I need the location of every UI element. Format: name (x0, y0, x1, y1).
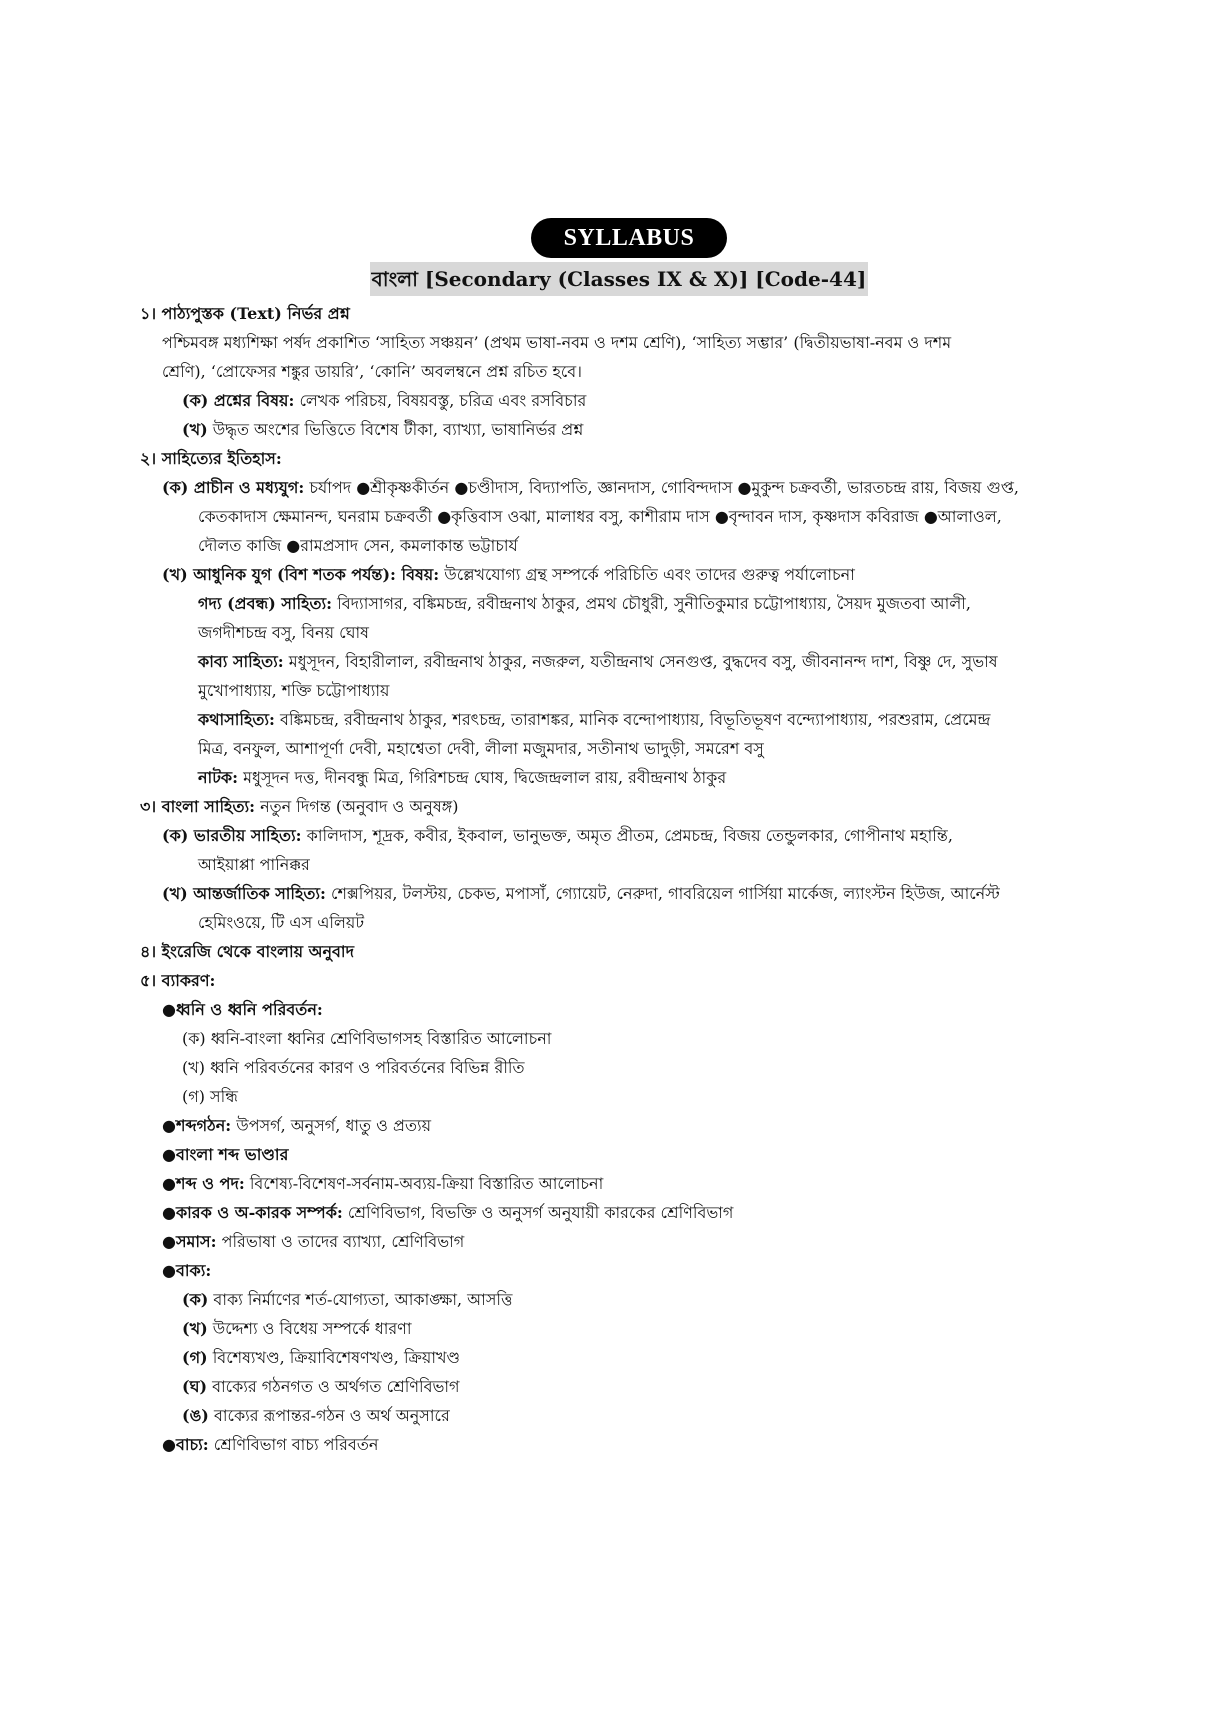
syllabus-line (0, 1285, 1214, 1314)
heading-text: (ক) প্রশ্নের বিষয়: (182, 391, 295, 410)
body-text: উল্লেখযোগ্য গ্রন্থ সম্পর্কে পরিচিতি এবং তাদের গুরুত্ব পর্যালোচনা (439, 565, 855, 584)
body-text: মুখোপাধ্যায়, শক্তি চট্টোপাধ্যায় (198, 681, 390, 700)
heading-text: (খ) আন্তর্জাতিক সাহিত্য: (162, 884, 326, 903)
body-text: আইয়াপ্পা পানিক্কর (198, 855, 310, 874)
syllabus-line (0, 357, 1214, 386)
heading-text: (খ) (182, 1319, 208, 1338)
syllabus-line (0, 850, 1214, 879)
syllabus-line (0, 879, 1214, 908)
heading-text: (ক) ভারতীয় সাহিত্য: (162, 826, 302, 845)
body-text: পশ্চিমবঙ্গ মধ্যশিক্ষা পর্ষদ প্রকাশিত ‘সাহিত্য সঞ্চয়ন’ (প্রথম ভাষা-নবম ও দশম শ্রেণি), ‘সাহিত্য সম্ভার’ (দ্বিতীয়ভাষা-নবম ও দশম (162, 333, 952, 352)
body-text: (খ) ধ্বনি পরিবর্তনের কারণ ও পরিবর্তনের বিভিন্ন রীতি (182, 1058, 525, 1077)
syllabus-line (0, 705, 1214, 734)
syllabus-line (0, 1082, 1214, 1111)
heading-text: ৩। বাংলা সাহিত্য: (140, 797, 256, 816)
syllabus-line (0, 995, 1214, 1024)
syllabus-line (0, 328, 1214, 357)
syllabus-line (0, 1140, 1214, 1169)
syllabus-line (0, 1372, 1214, 1401)
body-text: চর্যাপদ ●শ্রীকৃষ্ণকীর্তন ●চণ্ডীদাস, বিদ্যাপতি, জ্ঞানদাস, গোবিন্দদাস ●মুকুন্দ চক্রবর্তী, ভারতচন্দ্র রায়, বিজয় গুপ্ত, (304, 478, 1019, 497)
syllabus-line (0, 415, 1214, 444)
heading-text: গদ্য (প্রবন্ধ) সাহিত্য: (198, 594, 333, 613)
heading-text: কথাসাহিত্য: (198, 710, 275, 729)
heading-text: ●কারক ও অ-কারক সম্পর্ক: (162, 1203, 343, 1222)
heading-text: (খ) (182, 420, 208, 439)
syllabus-line (0, 937, 1214, 966)
syllabus-line (0, 1024, 1214, 1053)
body-text: (গ) সন্ধি (182, 1087, 238, 1106)
syllabus-line (0, 647, 1214, 676)
body-text: বঙ্কিমচন্দ্র, রবীন্দ্রনাথ ঠাকুর, শরৎচন্দ্র, তারাশঙ্কর, মানিক বন্দোপাধ্যায়, বিভূতিভূষণ বন্দ্যোপাধ্যায়, পরশুরাম, প্রেমেন্দ্র (274, 710, 991, 729)
syllabus-line (0, 1430, 1214, 1459)
syllabus-line (0, 1198, 1214, 1227)
syllabus-line (0, 1227, 1214, 1256)
syllabus-line (0, 1111, 1214, 1140)
body-text: কেতকাদাস ক্ষেমানন্দ, ঘনরাম চক্রবর্তী ●কৃত্তিবাস ওঝা, মালাধর বসু, কাশীরাম দাস ●বৃন্দাবন দাস, কৃষ্ণদাস কবিরাজ ●আলাওল, (198, 507, 1002, 526)
body-text: উদ্দেশ্য ও বিধেয় সম্পর্কে ধারণা (207, 1319, 412, 1338)
heading-text: (ঘ) (182, 1377, 208, 1396)
body-text: মধুসূদন, বিহারীলাল, রবীন্দ্রনাথ ঠাকুর, নজরুল, যতীন্দ্রনাথ সেনগুপ্ত, বুদ্ধদেব বসু, জীবনানন্দ দাশ, বিষ্ণু দে, সুভাষ (283, 652, 998, 671)
body-text: নতুন দিগন্ত (অনুবাদ ও অনুষঙ্গ) (255, 797, 459, 816)
heading-text: ২। সাহিত্যের ইতিহাস: (140, 449, 282, 468)
syllabus-badge: SYLLABUS (531, 218, 727, 258)
syllabus-line (0, 734, 1214, 763)
syllabus-content (0, 299, 1214, 1459)
syllabus-line (0, 473, 1214, 502)
syllabus-line (0, 502, 1214, 531)
syllabus-line (0, 1256, 1214, 1285)
heading-text: ৪। ইংরেজি থেকে বাংলায় অনুবাদ (140, 942, 354, 961)
syllabus-line (0, 1343, 1214, 1372)
syllabus-line (0, 1314, 1214, 1343)
heading-text: (ক) (182, 1290, 209, 1309)
syllabus-line (0, 763, 1214, 792)
heading-text: ●বাচ্য: (162, 1435, 209, 1454)
body-text: উদ্ধৃত অংশের ভিত্তিতে বিশেষ টীকা, ব্যাখ্যা, ভাষানির্ভর প্রশ্ন (207, 420, 584, 439)
heading-text: (গ) (182, 1348, 208, 1367)
heading-text: কাব্য সাহিত্য: (198, 652, 284, 671)
syllabus-line (0, 821, 1214, 850)
syllabus-line (0, 444, 1214, 473)
heading-text: ●ধ্বনি ও ধ্বনি পরিবর্তন: (162, 1000, 323, 1019)
syllabus-line (0, 618, 1214, 647)
body-text: শ্রেণিবিভাগ বাচ্য পরিবর্তন (208, 1435, 379, 1454)
syllabus-line (0, 908, 1214, 937)
heading-text: ●বাক্য: (162, 1261, 212, 1280)
body-text: মধুসূদন দত্ত, দীনবন্ধু মিত্র, গিরিশচন্দ্র ঘোষ, দ্বিজেন্দ্রলাল রায়, রবীন্দ্রনাথ ঠাকুর (238, 768, 727, 787)
body-text: জগদীশচন্দ্র বসু, বিনয় ঘোষ (198, 623, 369, 642)
body-text: বাক্যের রূপান্তর-গঠন ও অর্থ অনুসারে (208, 1406, 450, 1425)
body-text: (ক) ধ্বনি-বাংলা ধ্বনির শ্রেণিবিভাগসহ বিস্তারিত আলোচনা (182, 1029, 552, 1048)
syllabus-line (0, 386, 1214, 415)
syllabus-line (0, 792, 1214, 821)
body-text: মিত্র, বনফুল, আশাপূর্ণা দেবী, মহাশ্বেতা দেবী, লীলা মজুমদার, সতীনাথ ভাদুড়ী, সমরেশ বসু (198, 739, 764, 758)
heading-text: (খ) আধুনিক যুগ (বিশ শতক পর্যন্ত): বিষয়: (162, 565, 440, 584)
syllabus-line (0, 560, 1214, 589)
heading-text: ●শব্দগঠন: (162, 1116, 232, 1135)
heading-text: ●বাংলা শব্দ ভাণ্ডার (162, 1145, 289, 1164)
syllabus-line (0, 531, 1214, 560)
heading-text: ৫। ব্যাকরণ: (140, 971, 216, 990)
heading-text: ●সমাস: (162, 1232, 217, 1251)
body-text: কালিদাস, শূদ্রক, কবীর, ইকবাল, ভানুভক্ত, অমৃত প্রীতম, প্রেমচন্দ্র, বিজয় তেন্ডুলকার, গোপীনাথ মহান্তি, (301, 826, 953, 845)
body-text: বাক্য নির্মাণের শর্ত-যোগ্যতা, আকাঙ্ক্ষা, আসত্তি (208, 1290, 513, 1309)
syllabus-line (0, 966, 1214, 995)
body-text: শেক্সপিয়র, টলস্টয়, চেকভ, মপাসাঁ, গ্যোয়েট, নেরুদা, গাবরিয়েল গার্সিয়া মার্কেজ, ল্যাংস্টন হিউজ, আর্নেস্ট (325, 884, 1000, 903)
syllabus-line (0, 1053, 1214, 1082)
body-text: দৌলত কাজি ●রামপ্রসাদ সেন, কমলাকান্ত ভট্টাচার্য (198, 536, 518, 555)
syllabus-line (0, 299, 1214, 328)
body-text: হেমিংওয়ে, টি এস এলিয়ট (198, 913, 365, 932)
heading-text: নাটক: (198, 768, 239, 787)
syllabus-line (0, 676, 1214, 705)
body-text: উপসর্গ, অনুসর্গ, ধাতু ও প্রত্যয় (231, 1116, 432, 1135)
heading-text: (ঙ) (182, 1406, 209, 1425)
subject-title: বাংলা [Secondary (Classes IX & X)] [Code-44] (370, 262, 868, 296)
body-text: পরিভাষা ও তাদের ব্যাখ্যা, শ্রেণিবিভাগ (216, 1232, 465, 1251)
body-text: বাক্যের গঠনগত ও অর্থগত শ্রেণিবিভাগ (207, 1377, 460, 1396)
syllabus-line (0, 1169, 1214, 1198)
syllabus-line (0, 1401, 1214, 1430)
body-text: বিশেষ্য-বিশেষণ-সর্বনাম-অব্যয়-ক্রিয়া বিস্তারিত আলোচনা (244, 1174, 604, 1193)
body-text: বিদ্যাসাগর, বঙ্কিমচন্দ্র, রবীন্দ্রনাথ ঠাকুর, প্রমথ চৌধুরী, সুনীতিকুমার চট্টোপাধ্যায়, সৈয়দ মুজতবা আলী, (332, 594, 971, 613)
body-text: বিশেষ্যখণ্ড, ক্রিয়াবিশেষণখণ্ড, ক্রিয়াখণ্ড (207, 1348, 461, 1367)
body-text: শ্রেণি), ‘প্রোফেসর শঙ্কুর ডায়রি’, ‘কোনি’ অবলম্বনে প্রশ্ন রচিত হবে। (162, 362, 582, 381)
heading-text: (ক) প্রাচীন ও মধ্যযুগ: (162, 478, 305, 497)
body-text: লেখক পরিচয়, বিষয়বস্তু, চরিত্র এবং রসবিচার (294, 391, 587, 410)
heading-text: ১। পাঠ্যপুস্তক (Text) নির্ভর প্রশ্ন (140, 304, 350, 323)
body-text: শ্রেণিবিভাগ, বিভক্তি ও অনুসর্গ অনুযায়ী কারকের শ্রেণিবিভাগ (342, 1203, 734, 1222)
syllabus-line (0, 589, 1214, 618)
heading-text: ●শব্দ ও পদ: (162, 1174, 245, 1193)
